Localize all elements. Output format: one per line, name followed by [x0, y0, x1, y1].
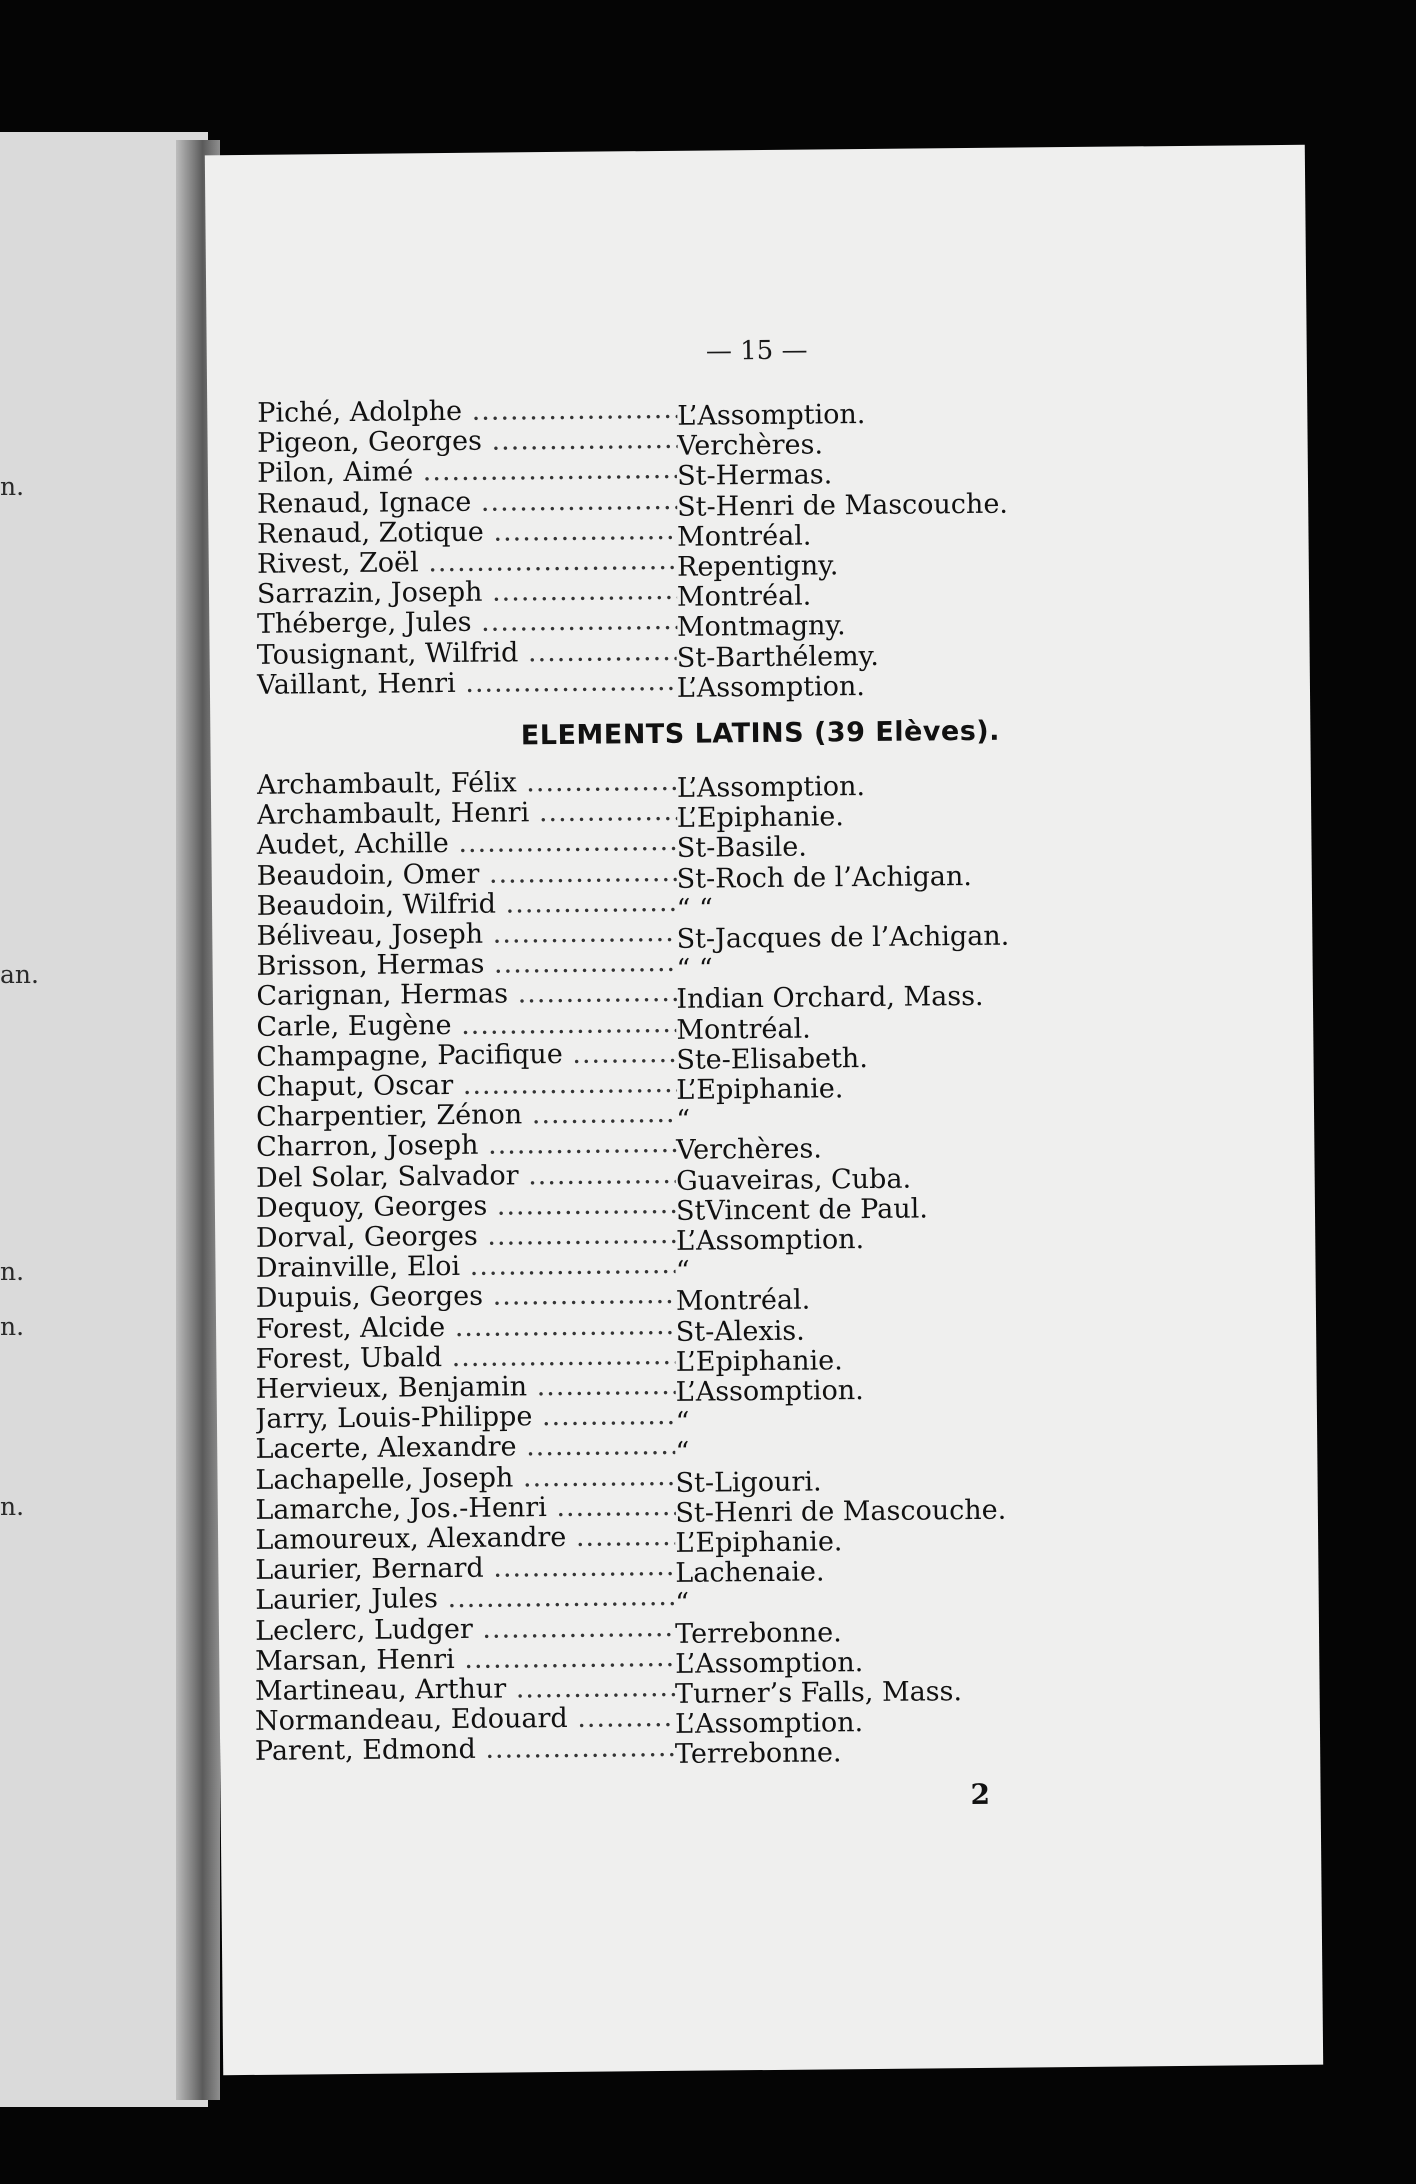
student-name: Dupuis, Georges ..... [256, 1280, 676, 1314]
left-text-fragment: n. [0, 1312, 25, 1341]
student-hometown: Terrebonne. [674, 1737, 842, 1771]
student-name: Lachapelle, Joseph ..... [255, 1461, 675, 1495]
student-name: Dorval, Georges ..... [256, 1220, 676, 1254]
student-name: Piché, Adolphe ..... [257, 395, 677, 429]
student-hometown: “ [675, 1437, 690, 1469]
student-hometown: Montmagny. [676, 610, 846, 644]
student-hometown: Terrebonne. [675, 1616, 842, 1650]
student-name: Lamoureux, Alexandre ..... [255, 1522, 675, 1556]
left-text-fragment: n. [0, 472, 25, 501]
student-name: Charpentier, Zénon ..... [256, 1099, 676, 1133]
student-name: Leclerc, Ludger ..... [255, 1612, 675, 1646]
student-hometown: L’Assomption. [677, 398, 866, 432]
student-hometown: L’Assomption. [675, 1224, 865, 1257]
student-name: Lamarche, Jos.-Henri ..... [255, 1492, 675, 1526]
student-hometown: Repentigny. [676, 550, 839, 583]
student-name: Marsan, Henri ..... [255, 1643, 675, 1677]
student-name: Charron, Joseph ..... [256, 1129, 676, 1163]
student-name: Dequoy, Georges ..... [256, 1190, 676, 1224]
student-hometown: Montréal. [676, 580, 812, 613]
student-name: Forest, Ubald ..... [256, 1341, 676, 1375]
student-name: Pilon, Aimé ..... [257, 455, 677, 489]
student-hometown: L’Epiphanie. [676, 1073, 844, 1106]
student-name: Lacerte, Alexandre ..... [255, 1431, 675, 1465]
student-name: Martineau, Arthur ..... [255, 1673, 675, 1707]
left-text-fragment: n. [0, 1492, 25, 1521]
student-hometown: StVincent de Paul. [675, 1193, 929, 1227]
student-hometown: Montréal. [676, 520, 812, 553]
student-name: Beaudoin, Wilfrid ..... [256, 888, 676, 922]
student-hometown: St-Alexis. [675, 1315, 805, 1348]
student-name: Pigeon, Georges ..... [257, 425, 677, 459]
student-hometown: St-Jacques de l’Achigan. [676, 920, 1010, 955]
student-hometown: St-Ligouri. [675, 1466, 822, 1499]
student-name: Jarry, Louis-Philippe ..... [255, 1401, 675, 1435]
student-hometown: “ [675, 1255, 690, 1288]
student-name: Vaillant, Henri ..... [257, 667, 677, 701]
student-name: Champagne, Pacifique ..... [256, 1039, 676, 1073]
student-name: Chaput, Oscar ..... [256, 1069, 676, 1103]
left-text-fragment: an. [0, 960, 39, 989]
student-name: Forest, Alcide ..... [256, 1310, 676, 1344]
student-hometown: “ “ [676, 893, 714, 925]
student-hometown: L’Epiphanie. [676, 801, 845, 835]
student-hometown: Ste-Elisabeth. [676, 1042, 868, 1076]
student-name: Sarrazin, Joseph ..... [257, 576, 677, 610]
page-number: — 15 — [705, 335, 808, 367]
student-hometown: L’Assomption. [676, 771, 866, 804]
student-hometown: “ “ [676, 953, 713, 986]
list-item [257, 665, 865, 708]
student-name: Parent, Edmond ..... [255, 1733, 675, 1767]
student-name: Archambault, Henri ..... [257, 797, 677, 831]
student-name: Béliveau, Joseph ..... [256, 918, 676, 952]
student-hometown: L’Assomption. [675, 1375, 864, 1408]
student-name: Drainville, Eloi ..... [256, 1250, 676, 1284]
student-hometown: L’Assomption. [675, 1646, 864, 1680]
student-name: Laurier, Bernard ..... [255, 1552, 675, 1586]
student-name: Tousignant, Wilfrid ..... [257, 636, 677, 670]
student-hometown: L’Assomption. [676, 670, 866, 704]
student-name: Beaudoin, Omer ..... [257, 857, 677, 891]
book-page [205, 145, 1323, 2075]
student-hometown: Montréal. [676, 1013, 811, 1046]
signature-mark: 2 [970, 1777, 991, 1812]
student-hometown: St-Barthélemy. [676, 640, 879, 674]
left-text-fragment: n. [0, 1257, 25, 1286]
student-hometown: Montréal. [675, 1284, 811, 1318]
student-name: Rivest, Zoël ..... [257, 546, 677, 580]
student-hometown: St-Roch de l’Achigan. [676, 860, 973, 895]
student-name: Archambault, Félix ..... [257, 767, 677, 801]
student-name: Renaud, Zotique ..... [257, 516, 677, 550]
student-hometown: Turner’s Falls, Mass. [674, 1676, 963, 1710]
student-hometown: Guaveiras, Cuba. [675, 1163, 912, 1197]
student-name: Théberge, Jules ..... [257, 606, 677, 640]
student-name: Normandeau, Edouard ..... [255, 1703, 675, 1737]
student-hometown: Verchères. [676, 1133, 823, 1167]
student-hometown: St-Henri de Mascouche. [675, 1494, 1007, 1529]
student-hometown: St-Hermas. [677, 459, 833, 493]
student-name: Audet, Achille ..... [257, 827, 677, 861]
student-name: Carle, Eugène ..... [256, 1008, 676, 1042]
student-name: Hervieux, Benjamin ..... [256, 1371, 676, 1405]
student-hometown: Lachenaie. [675, 1556, 825, 1590]
student-hometown: “ [676, 1104, 691, 1137]
student-name: Renaud, Ignace ..... [257, 485, 677, 519]
student-hometown: “ [675, 1406, 690, 1439]
student-name: Laurier, Jules ..... [255, 1582, 675, 1616]
student-hometown: Verchères. [677, 429, 824, 462]
section-heading: ELEMENTS LATINS (39 Elèves). [520, 715, 1001, 752]
student-name: Brisson, Hermas ..... [256, 948, 676, 982]
student-hometown: St-Basile. [676, 831, 808, 865]
student-hometown: St-Henri de Mascouche. [676, 488, 1009, 523]
student-name: Del Solar, Salvador ..... [256, 1159, 676, 1193]
student-hometown: L’Assomption. [674, 1707, 864, 1741]
student-hometown: “ [675, 1588, 690, 1620]
student-hometown: Indian Orchard, Mass. [676, 981, 984, 1016]
student-name: Carignan, Hermas ..... [256, 978, 676, 1012]
student-hometown: L’Epiphanie. [675, 1526, 843, 1559]
student-hometown: L’Epiphanie. [675, 1345, 843, 1378]
list-item [255, 1732, 842, 1775]
